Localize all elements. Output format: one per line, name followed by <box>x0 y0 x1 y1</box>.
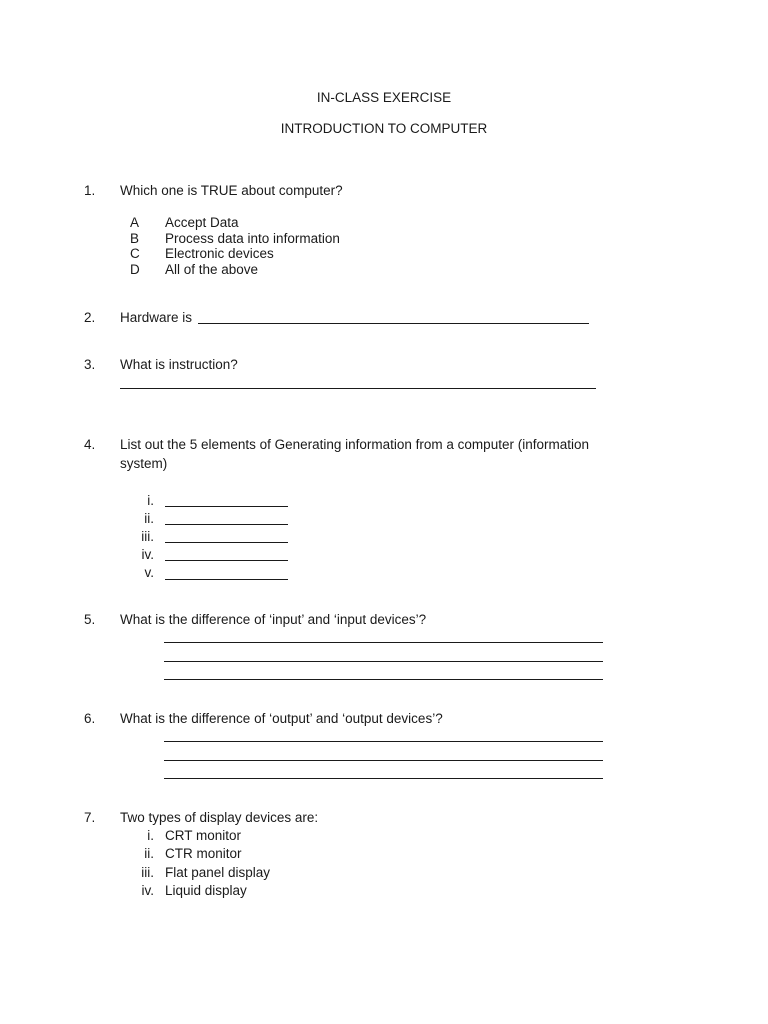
answer-line <box>165 579 288 580</box>
page-title: IN-CLASS EXERCISE <box>316 90 452 105</box>
list-numeral: iii. <box>141 865 154 880</box>
list-numeral: i. <box>147 828 154 843</box>
option-letter: D <box>130 262 140 277</box>
list-numeral: iii. <box>141 529 154 544</box>
answer-line <box>164 760 603 761</box>
question-number: 2. <box>84 310 96 325</box>
answer-line <box>165 506 288 507</box>
question-text: What is instruction? <box>120 357 238 372</box>
question-number: 1. <box>84 183 96 198</box>
list-numeral: iv. <box>141 883 154 898</box>
list-item-text: Flat panel display <box>165 865 271 880</box>
question-number: 7. <box>84 810 96 825</box>
list-numeral: i. <box>147 493 154 508</box>
list-item-text: CTR monitor <box>165 846 242 861</box>
answer-line <box>164 679 603 680</box>
question-text: What is the difference of ‘output’ and ‘output devices’? <box>120 711 443 726</box>
option-letter: B <box>130 231 140 246</box>
answer-line <box>165 560 288 561</box>
question-text: Which one is TRUE about computer? <box>120 183 343 198</box>
option-text: Process data into information <box>165 231 340 246</box>
list-numeral: ii. <box>144 846 154 861</box>
question-text: Two types of display devices are: <box>120 810 319 825</box>
option-letter: A <box>130 215 140 230</box>
option-letter: C <box>130 246 140 261</box>
list-numeral: v. <box>144 565 154 580</box>
question-number: 5. <box>84 612 96 627</box>
question-number: 6. <box>84 711 96 726</box>
answer-line <box>198 323 589 324</box>
question-text-line1: List out the 5 elements of Generating information from a computer (information <box>120 437 589 452</box>
answer-line <box>164 642 603 643</box>
question-number: 3. <box>84 357 96 372</box>
answer-line <box>165 524 288 525</box>
list-item-text: CRT monitor <box>165 828 242 843</box>
list-item-text: Liquid display <box>165 883 247 898</box>
question-text-line2: system) <box>120 456 168 471</box>
option-text: All of the above <box>165 262 259 277</box>
answer-line <box>164 741 603 742</box>
question-number: 4. <box>84 437 96 452</box>
page-subtitle: INTRODUCTION TO COMPUTER <box>280 121 488 136</box>
question-text: Hardware is <box>120 310 193 325</box>
answer-line <box>164 661 603 662</box>
option-text: Electronic devices <box>165 246 274 261</box>
list-numeral: ii. <box>144 511 154 526</box>
answer-line <box>165 542 288 543</box>
answer-line <box>120 388 596 389</box>
list-numeral: iv. <box>141 547 154 562</box>
option-text: Accept Data <box>165 215 239 230</box>
answer-line <box>164 778 603 779</box>
question-text: What is the difference of ‘input’ and ‘input devices’? <box>120 612 427 627</box>
